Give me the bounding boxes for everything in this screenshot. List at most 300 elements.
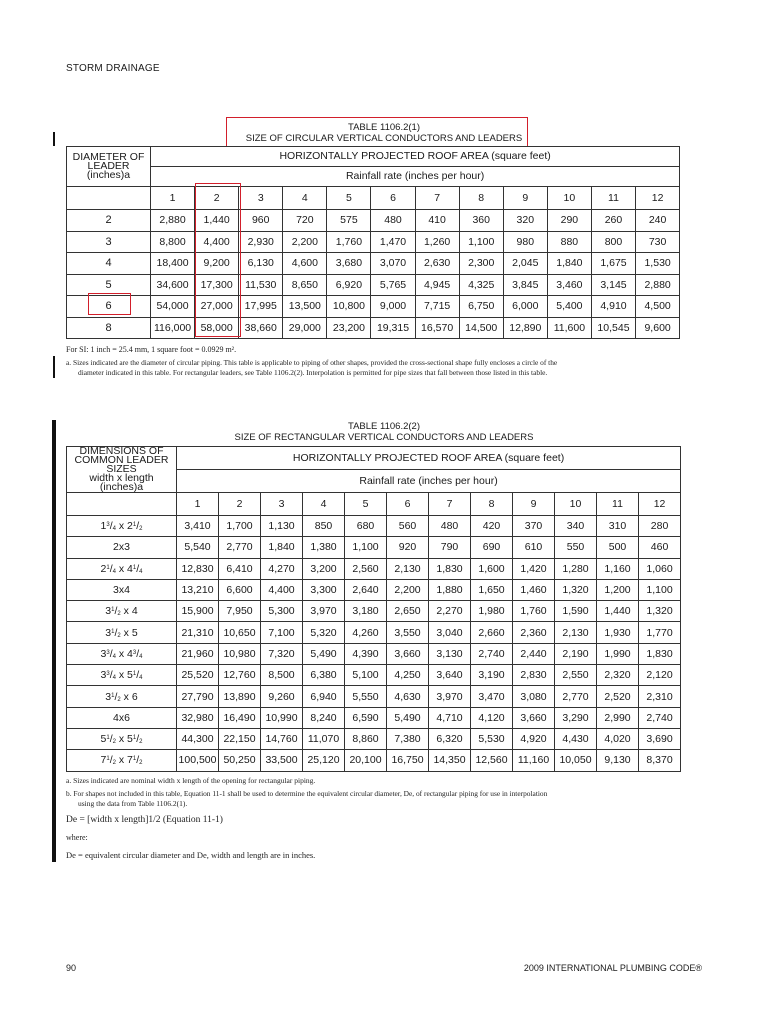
- table-cell: 7,380: [387, 728, 429, 749]
- table-cell: 1,420: [513, 558, 555, 579]
- table-cell: 6,410: [219, 558, 261, 579]
- row-label: $3^3/_4$ x $4^3/_4$: [67, 643, 177, 664]
- table-cell: 19,315: [371, 317, 415, 339]
- table-cell: 12,760: [219, 665, 261, 686]
- table-cell: 3,190: [471, 665, 513, 686]
- table-cell: 480: [429, 516, 471, 537]
- table-cell: 2,650: [387, 601, 429, 622]
- table-cell: 9,600: [636, 317, 680, 339]
- table-cell: 2,660: [471, 622, 513, 643]
- table-cell: 22,150: [219, 728, 261, 749]
- where-label: where:: [66, 833, 88, 842]
- table-cell: 3,070: [371, 253, 415, 275]
- table-cell: 1,840: [547, 253, 591, 275]
- table-cell: 4,430: [555, 728, 597, 749]
- table-cell: 2,130: [555, 622, 597, 643]
- table-cell: 50,250: [219, 750, 261, 771]
- table-cell: 260: [591, 210, 635, 232]
- table-cell: 5,300: [261, 601, 303, 622]
- table-cell: 5,490: [303, 643, 345, 664]
- table-cell: 3,690: [639, 728, 681, 749]
- table-cell: 2,740: [471, 643, 513, 664]
- table2-note-a: a. Sizes indicated are nominal width x length of the opening for rectangular piping.: [66, 776, 316, 785]
- table-cell: 2,770: [219, 537, 261, 558]
- table-cell: 14,350: [429, 750, 471, 771]
- col-number: 8: [459, 187, 503, 210]
- row-label: 4x6: [67, 707, 177, 728]
- table-cell: 2,270: [429, 601, 471, 622]
- table-cell: 13,890: [219, 686, 261, 707]
- table2-area-header: HORIZONTALLY PROJECTED ROOF AREA (square feet): [177, 447, 681, 470]
- table-cell: 3,550: [387, 622, 429, 643]
- table-cell: 1,650: [471, 579, 513, 600]
- table-row: [67, 516, 681, 537]
- table-cell: 4,400: [261, 579, 303, 600]
- table2: [66, 446, 681, 772]
- table-cell: 3,660: [513, 707, 555, 728]
- table-cell: 1,100: [345, 537, 387, 558]
- table-cell: 4,910: [591, 296, 635, 318]
- table-cell: 1,260: [415, 231, 459, 253]
- table-cell: 4,500: [636, 296, 680, 318]
- table-cell: 2,200: [387, 579, 429, 600]
- row-label: 3: [67, 231, 151, 253]
- table-cell: 880: [547, 231, 591, 253]
- table-cell: 320: [503, 210, 547, 232]
- table-cell: 12,890: [503, 317, 547, 339]
- table-cell: 1,100: [459, 231, 503, 253]
- table-cell: 680: [345, 516, 387, 537]
- table-cell: 2,120: [639, 665, 681, 686]
- table-cell: 8,860: [345, 728, 387, 749]
- row-label: $5^1/_2$ x $5^1/_2$: [67, 728, 177, 749]
- table-cell: 2,550: [555, 665, 597, 686]
- column-2-highlight: [195, 183, 241, 337]
- col-number: 11: [597, 493, 639, 516]
- table-cell: 1,460: [513, 579, 555, 600]
- col-number: 12: [636, 187, 680, 210]
- table-row: [67, 210, 680, 232]
- table-row: [67, 253, 680, 275]
- table-cell: 4,400: [195, 231, 239, 253]
- table-cell: 2,770: [555, 686, 597, 707]
- table-cell: 4,945: [415, 274, 459, 296]
- table1-area-header: HORIZONTALLY PROJECTED ROOF AREA (square feet): [151, 147, 680, 167]
- table-cell: 116,000: [151, 317, 195, 339]
- table-cell: 54,000: [151, 296, 195, 318]
- table-cell: 3,460: [547, 274, 591, 296]
- table-row: [67, 317, 680, 339]
- table-cell: 38,660: [239, 317, 283, 339]
- table-cell: 11,160: [513, 750, 555, 771]
- table-cell: 10,990: [261, 707, 303, 728]
- row-label: 2: [67, 210, 151, 232]
- row-label: 3x4: [67, 579, 177, 600]
- table-cell: 11,530: [239, 274, 283, 296]
- section-header: STORM DRAINAGE: [66, 63, 160, 74]
- table1-column-numbers: [67, 187, 680, 210]
- table-cell: 2,880: [636, 274, 680, 296]
- table-cell: 10,650: [219, 622, 261, 643]
- revision-bar: [53, 356, 55, 378]
- table-cell: 500: [597, 537, 639, 558]
- table-row: [67, 622, 681, 643]
- table-cell: 8,240: [303, 707, 345, 728]
- row-label: 6: [67, 296, 151, 318]
- table1-number: TABLE 1106.2(1): [348, 122, 420, 133]
- table-cell: 480: [371, 210, 415, 232]
- table-cell: 2,045: [503, 253, 547, 275]
- row-label: 8: [67, 317, 151, 339]
- table-cell: 17,300: [195, 274, 239, 296]
- col-number: 11: [591, 187, 635, 210]
- table1-title: SIZE OF CIRCULAR VERTICAL CONDUCTORS AND LEADERS: [245, 133, 523, 144]
- table-cell: 3,300: [303, 579, 345, 600]
- table2-column-numbers: [67, 493, 681, 516]
- table-cell: 8,800: [151, 231, 195, 253]
- table-cell: 12,560: [471, 750, 513, 771]
- table-cell: 560: [387, 516, 429, 537]
- table2-body: [67, 516, 681, 772]
- table-cell: 21,960: [177, 643, 219, 664]
- table-cell: 460: [639, 537, 681, 558]
- table-row: [67, 643, 681, 664]
- table-cell: 1,980: [471, 601, 513, 622]
- table-cell: 2,300: [459, 253, 503, 275]
- table-cell: 340: [555, 516, 597, 537]
- table-cell: 370: [513, 516, 555, 537]
- table-cell: 7,100: [261, 622, 303, 643]
- table-cell: 3,970: [303, 601, 345, 622]
- table1-corner: [67, 187, 151, 210]
- col-number: 6: [387, 493, 429, 516]
- table-cell: 1,675: [591, 253, 635, 275]
- table-cell: 23,200: [327, 317, 371, 339]
- table-cell: 2,200: [283, 231, 327, 253]
- col-number: 10: [547, 187, 591, 210]
- table-cell: 3,200: [303, 558, 345, 579]
- row-label: $2^1/_4$ x $4^1/_4$: [67, 558, 177, 579]
- table-cell: 9,130: [597, 750, 639, 771]
- table-row: [67, 274, 680, 296]
- table-cell: 2,520: [597, 686, 639, 707]
- table1: [66, 146, 680, 339]
- table-cell: 2,130: [387, 558, 429, 579]
- table-cell: 10,980: [219, 643, 261, 664]
- table-cell: 2,440: [513, 643, 555, 664]
- table-cell: 10,800: [327, 296, 371, 318]
- table1-note-a-cont: diameter indicated in this table. For rectangular leaders, see Table 1106.2(2). Interpolation is permitted for pipe sizes that fall between those listed in this table.: [78, 368, 548, 377]
- table-cell: 575: [327, 210, 371, 232]
- table-cell: 6,000: [503, 296, 547, 318]
- row-label: $1^3/_4$ x $2^1/_2$: [67, 516, 177, 537]
- table-cell: 4,325: [459, 274, 503, 296]
- table-cell: 16,570: [415, 317, 459, 339]
- table-cell: 5,490: [387, 707, 429, 728]
- table-cell: 5,400: [547, 296, 591, 318]
- table-cell: 3,145: [591, 274, 635, 296]
- table-cell: 6,940: [303, 686, 345, 707]
- table-cell: 11,070: [303, 728, 345, 749]
- table-cell: 1,760: [327, 231, 371, 253]
- table-cell: 2,360: [513, 622, 555, 643]
- col-number: 1: [151, 187, 195, 210]
- col-number: 1: [177, 493, 219, 516]
- table-cell: 1,770: [639, 622, 681, 643]
- table2-number: TABLE 1106.2(2): [348, 421, 420, 432]
- table-cell: 1,440: [195, 210, 239, 232]
- table-cell: 32,980: [177, 707, 219, 728]
- col-number: 3: [239, 187, 283, 210]
- table-cell: 800: [591, 231, 635, 253]
- table-cell: 1,160: [597, 558, 639, 579]
- table-cell: 310: [597, 516, 639, 537]
- table-cell: 11,600: [547, 317, 591, 339]
- table-cell: 850: [303, 516, 345, 537]
- table-row: [67, 537, 681, 558]
- table1-body: [67, 210, 680, 339]
- table-cell: 13,500: [283, 296, 327, 318]
- table-cell: 1,590: [555, 601, 597, 622]
- row-label: 4: [67, 253, 151, 275]
- col-number: 4: [303, 493, 345, 516]
- table-cell: 610: [513, 537, 555, 558]
- col-number: 7: [415, 187, 459, 210]
- table-cell: 3,470: [471, 686, 513, 707]
- table1-rainfall-header: Rainfall rate (inches per hour): [151, 167, 680, 187]
- table-row: [67, 665, 681, 686]
- col-number: 9: [503, 187, 547, 210]
- table-cell: 2,830: [513, 665, 555, 686]
- table-cell: 2,630: [415, 253, 459, 275]
- equation: De = [width x length]1/2 (Equation 11-1): [66, 815, 223, 825]
- table-cell: 1,200: [597, 579, 639, 600]
- table-cell: 4,020: [597, 728, 639, 749]
- table-row: [67, 296, 680, 318]
- table-cell: 6,920: [327, 274, 371, 296]
- table1-row-header: DIAMETER OF LEADER (inches)a: [67, 147, 151, 187]
- table-cell: 25,120: [303, 750, 345, 771]
- table-cell: 960: [239, 210, 283, 232]
- table-cell: 14,760: [261, 728, 303, 749]
- table-cell: 1,700: [219, 516, 261, 537]
- table-cell: 4,600: [283, 253, 327, 275]
- table-cell: 12,830: [177, 558, 219, 579]
- row-label: $3^3/_4$ x $5^1/_4$: [67, 665, 177, 686]
- table-cell: 27,000: [195, 296, 239, 318]
- table-cell: 3,660: [387, 643, 429, 664]
- revision-bar-long: [52, 420, 56, 862]
- table-cell: 1,060: [639, 558, 681, 579]
- col-number: 6: [371, 187, 415, 210]
- table-cell: 730: [636, 231, 680, 253]
- table-row: [67, 579, 681, 600]
- table-cell: 1,130: [261, 516, 303, 537]
- table-cell: 5,530: [471, 728, 513, 749]
- table-row: [67, 558, 681, 579]
- table-cell: 9,200: [195, 253, 239, 275]
- table-cell: 29,000: [283, 317, 327, 339]
- table-cell: 21,310: [177, 622, 219, 643]
- table-cell: 5,765: [371, 274, 415, 296]
- table-cell: 4,710: [429, 707, 471, 728]
- table-cell: 1,990: [597, 643, 639, 664]
- table-row: [67, 728, 681, 749]
- table-cell: 3,640: [429, 665, 471, 686]
- row-label: $3^1/_2$ x 4: [67, 601, 177, 622]
- table-cell: 10,545: [591, 317, 635, 339]
- table-cell: 920: [387, 537, 429, 558]
- table-cell: 16,490: [219, 707, 261, 728]
- table-cell: 720: [283, 210, 327, 232]
- col-number: 2: [195, 187, 239, 210]
- table-cell: 360: [459, 210, 503, 232]
- table-cell: 980: [503, 231, 547, 253]
- table-row: [67, 601, 681, 622]
- table-row: [67, 231, 680, 253]
- table-row: [67, 686, 681, 707]
- table-cell: 5,100: [345, 665, 387, 686]
- table-cell: 2,740: [639, 707, 681, 728]
- col-number: 3: [261, 493, 303, 516]
- col-number: 7: [429, 493, 471, 516]
- table-cell: 290: [547, 210, 591, 232]
- table-cell: 3,130: [429, 643, 471, 664]
- table-cell: 15,900: [177, 601, 219, 622]
- table-cell: 1,320: [555, 579, 597, 600]
- table-cell: 2,990: [597, 707, 639, 728]
- table-cell: 1,320: [639, 601, 681, 622]
- table-cell: 1,470: [371, 231, 415, 253]
- table2-row-header: DIMENSIONS OF COMMON LEADER SIZES width x length (inches)a: [67, 447, 177, 493]
- table-cell: 280: [639, 516, 681, 537]
- table-cell: 6,380: [303, 665, 345, 686]
- table-cell: 1,100: [639, 579, 681, 600]
- table-cell: 20,100: [345, 750, 387, 771]
- table-cell: 240: [636, 210, 680, 232]
- table-cell: 1,600: [471, 558, 513, 579]
- table-cell: 5,540: [177, 537, 219, 558]
- table-cell: 1,930: [597, 622, 639, 643]
- footer-title: 2009 INTERNATIONAL PLUMBING CODE®: [523, 963, 702, 973]
- table-cell: 4,250: [387, 665, 429, 686]
- table-cell: 100,500: [177, 750, 219, 771]
- table-cell: 9,260: [261, 686, 303, 707]
- table-cell: 7,715: [415, 296, 459, 318]
- table-cell: 2,560: [345, 558, 387, 579]
- table-cell: 8,370: [639, 750, 681, 771]
- table-cell: 3,845: [503, 274, 547, 296]
- col-number: 4: [283, 187, 327, 210]
- table-cell: 18,400: [151, 253, 195, 275]
- table-cell: 2,640: [345, 579, 387, 600]
- table1-title-highlight: [226, 117, 528, 147]
- table-cell: 1,380: [303, 537, 345, 558]
- table-row: [67, 750, 681, 771]
- col-number: 10: [555, 493, 597, 516]
- row-label: 2x3: [67, 537, 177, 558]
- table-cell: 6,130: [239, 253, 283, 275]
- table-cell: 4,260: [345, 622, 387, 643]
- table2-note-b: b. For shapes not included in this table, Equation 11-1 shall be used to determine the equivalent circular diameter, De, of rectangular piping for use in interpolation: [66, 789, 548, 798]
- table-cell: 33,500: [261, 750, 303, 771]
- table-cell: 16,750: [387, 750, 429, 771]
- table1-note-a: a. Sizes indicated are the diameter of circular piping. This table is applicable to piping of other shapes, provided the cross-sectional shape fully encloses a circle of the: [66, 358, 558, 367]
- row-label: $7^1/_2$ x $7^1/_2$: [67, 750, 177, 771]
- definition: De = equivalent circular diameter and De, width and length are in inches.: [66, 850, 316, 860]
- table-cell: 10,050: [555, 750, 597, 771]
- table-cell: 1,840: [261, 537, 303, 558]
- table-cell: 4,270: [261, 558, 303, 579]
- table-cell: 25,520: [177, 665, 219, 686]
- table-cell: 8,650: [283, 274, 327, 296]
- table-cell: 4,120: [471, 707, 513, 728]
- table-cell: 550: [555, 537, 597, 558]
- table-cell: 1,440: [597, 601, 639, 622]
- row-6-highlight: [88, 293, 131, 315]
- table2-rainfall-header: Rainfall rate (inches per hour): [177, 470, 681, 493]
- col-number: 2: [219, 493, 261, 516]
- table-cell: 44,300: [177, 728, 219, 749]
- row-label: $3^1/_2$ x 6: [67, 686, 177, 707]
- table-cell: 5,550: [345, 686, 387, 707]
- table1-si-note: For SI: 1 inch = 25.4 mm, 1 square foot = 0.0929 m².: [66, 345, 237, 354]
- table2-note-b-cont: using the data from Table 1106.2(1).: [78, 799, 188, 808]
- table-row: [67, 707, 681, 728]
- table-cell: 3,040: [429, 622, 471, 643]
- table-cell: 3,180: [345, 601, 387, 622]
- table-cell: 58,000: [195, 317, 239, 339]
- table-cell: 3,970: [429, 686, 471, 707]
- table-cell: 1,760: [513, 601, 555, 622]
- col-number: 5: [345, 493, 387, 516]
- table-cell: 2,190: [555, 643, 597, 664]
- table-cell: 3,290: [555, 707, 597, 728]
- row-label: 5: [67, 274, 151, 296]
- table2-title: SIZE OF RECTANGULAR VERTICAL CONDUCTORS AND LEADERS: [234, 432, 534, 443]
- table-cell: 3,410: [177, 516, 219, 537]
- table-cell: 14,500: [459, 317, 503, 339]
- col-number: 12: [639, 493, 681, 516]
- table-cell: 1,530: [636, 253, 680, 275]
- table-cell: 5,320: [303, 622, 345, 643]
- table-cell: 4,920: [513, 728, 555, 749]
- table-cell: 27,790: [177, 686, 219, 707]
- page-number: 90: [66, 963, 77, 973]
- table-cell: 34,600: [151, 274, 195, 296]
- table-cell: 2,880: [151, 210, 195, 232]
- table-cell: 3,080: [513, 686, 555, 707]
- col-number: 5: [327, 187, 371, 210]
- col-number: 9: [513, 493, 555, 516]
- table-cell: 1,830: [639, 643, 681, 664]
- table2-corner: [67, 493, 177, 516]
- table-cell: 2,310: [639, 686, 681, 707]
- table-cell: 17,995: [239, 296, 283, 318]
- table-cell: 9,000: [371, 296, 415, 318]
- table-cell: 3,680: [327, 253, 371, 275]
- table-cell: 6,600: [219, 579, 261, 600]
- table-cell: 8,500: [261, 665, 303, 686]
- table-cell: 1,830: [429, 558, 471, 579]
- table-cell: 1,880: [429, 579, 471, 600]
- col-number: 8: [471, 493, 513, 516]
- table-cell: 2,320: [597, 665, 639, 686]
- table-cell: 4,390: [345, 643, 387, 664]
- table-cell: 6,590: [345, 707, 387, 728]
- table-cell: 1,280: [555, 558, 597, 579]
- table-cell: 420: [471, 516, 513, 537]
